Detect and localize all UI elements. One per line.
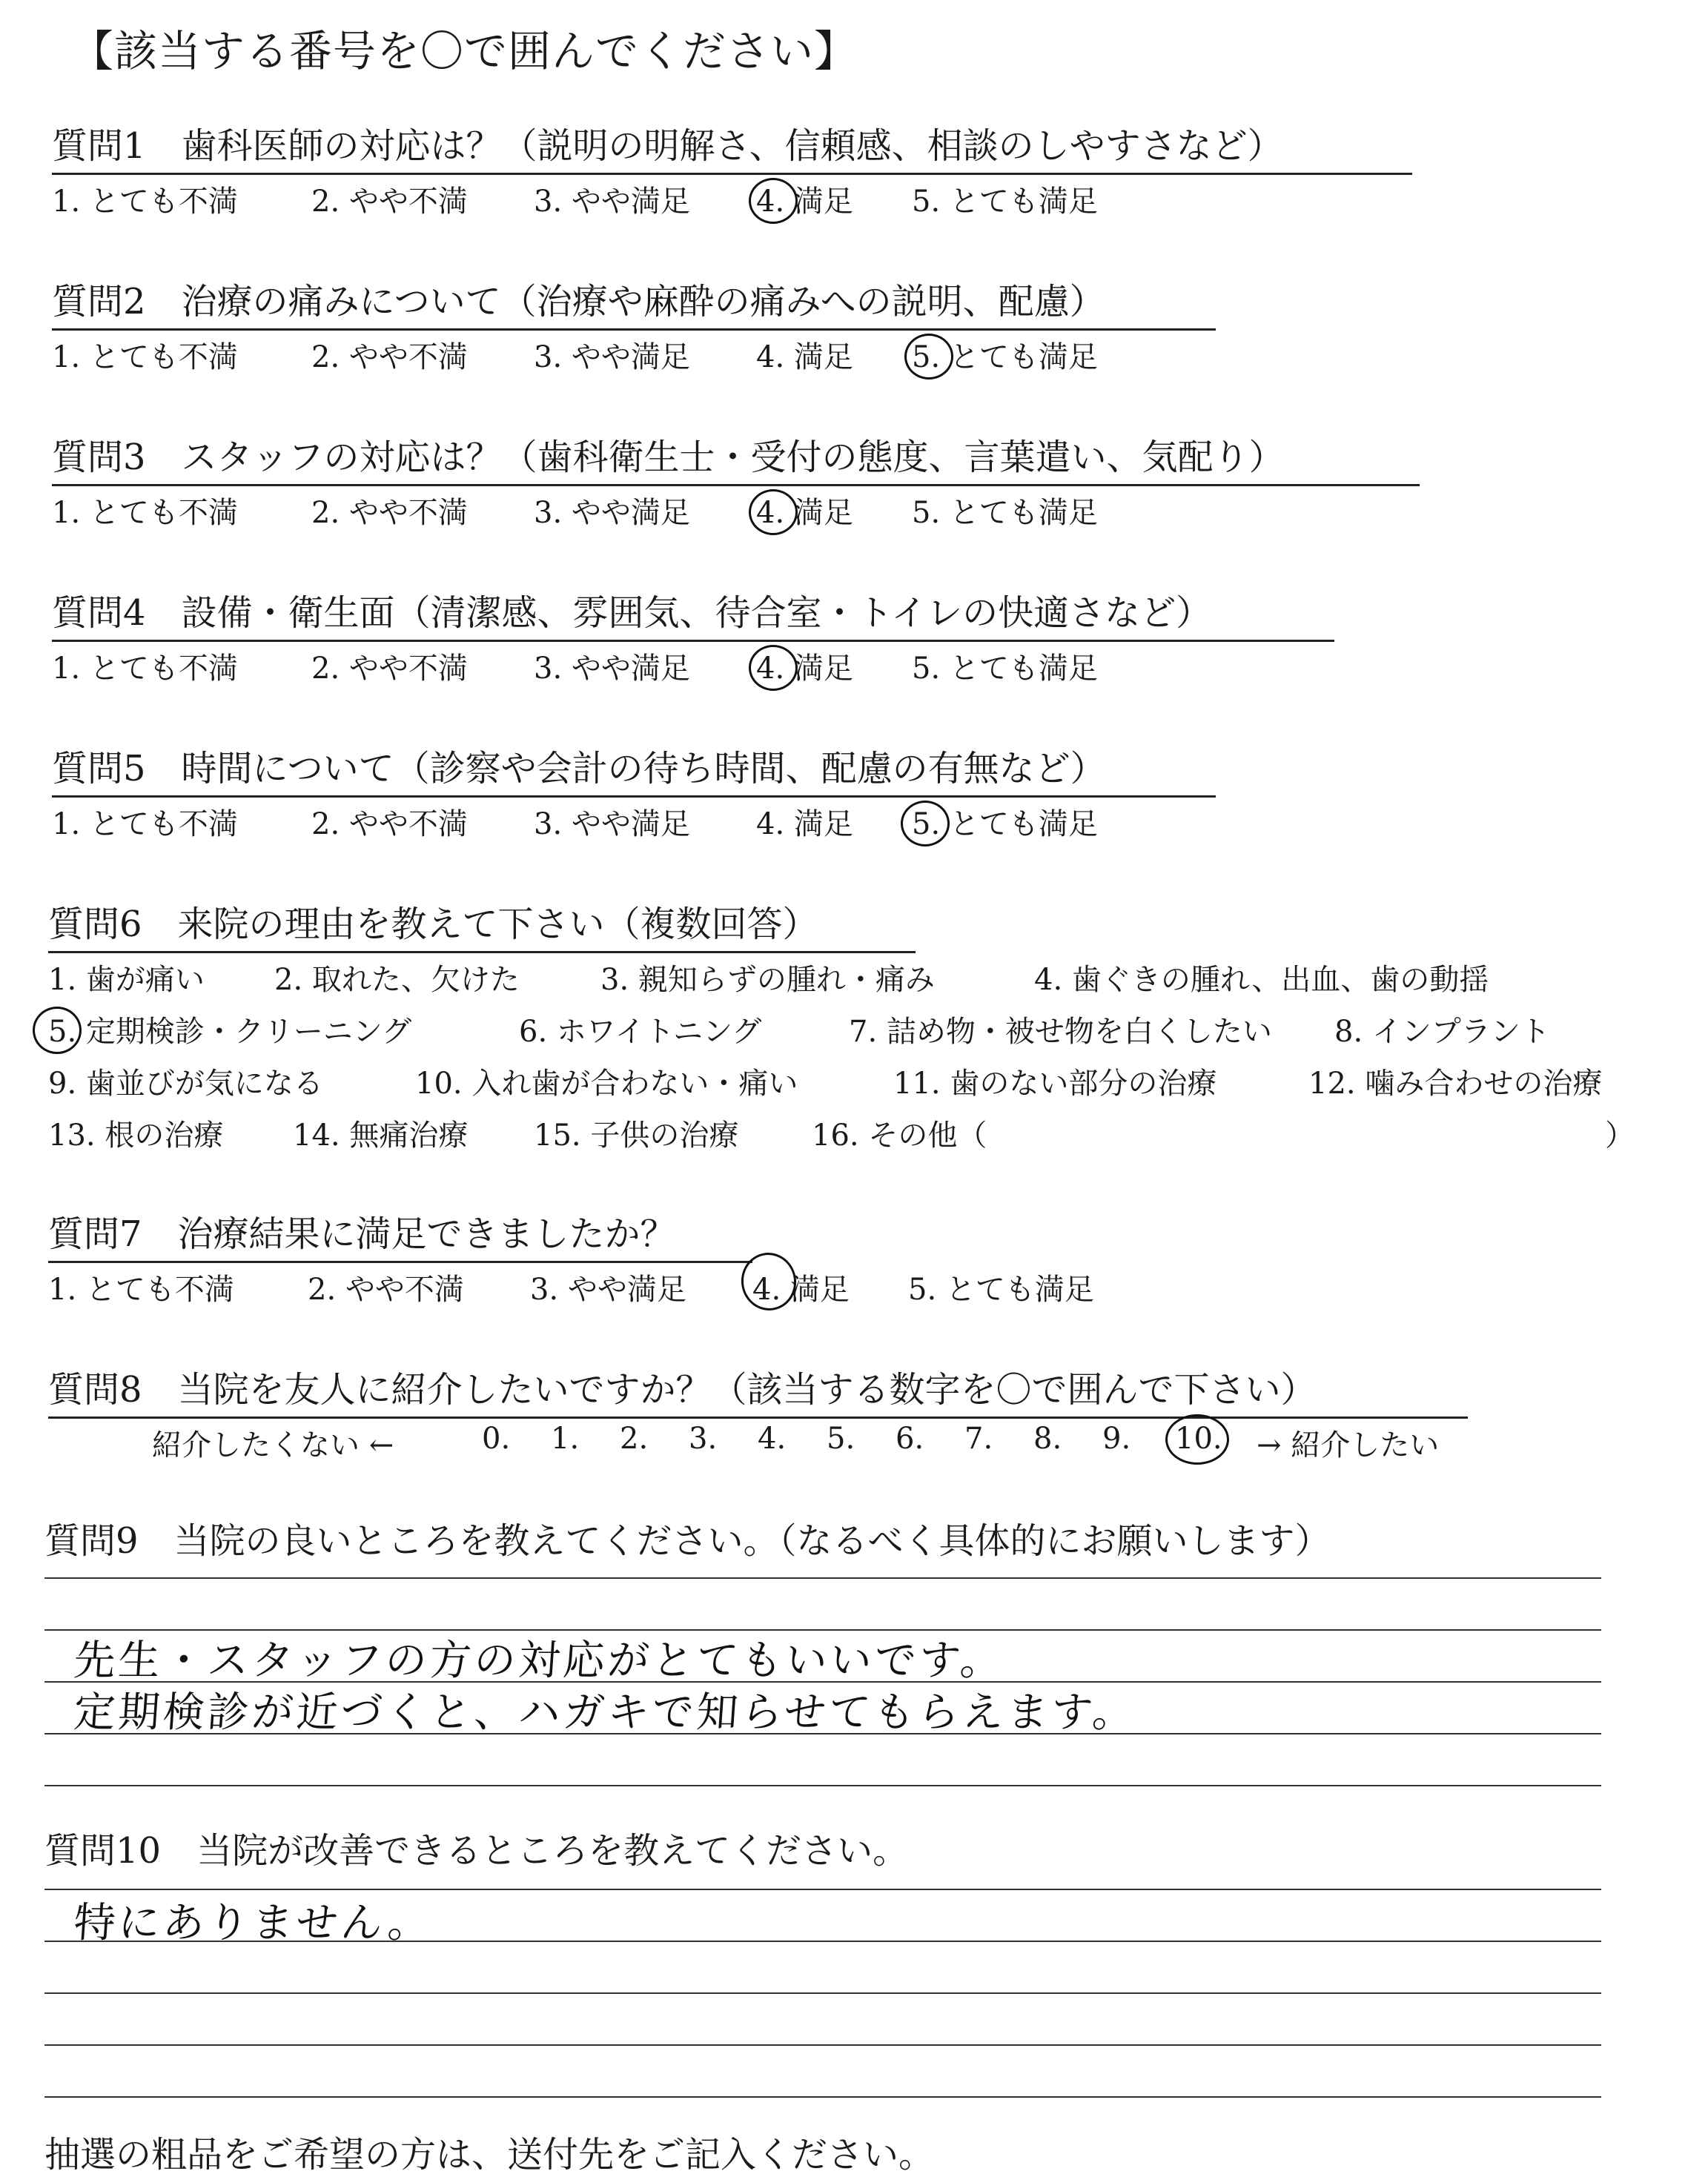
scale-4[interactable]: 4. <box>758 1422 787 1456</box>
question-8-title: 質問8 当院を友人に紹介したいですか？（該当する数字を〇で囲んで下さい） <box>48 1361 1468 1419</box>
option-5[interactable]: 5. とても満足 <box>912 185 1098 219</box>
selection-circle <box>749 178 798 224</box>
q6-option-3[interactable]: 3. 親知らずの腫れ・痛み <box>600 963 935 997</box>
q6-other-close: ） <box>1605 1119 1635 1153</box>
option-2[interactable]: 2. やや不満 <box>311 340 468 374</box>
question-2-title: 質問2 治療の痛みについて（治療や麻酔の痛みへの説明、配慮） <box>52 273 1216 331</box>
q6-option-7[interactable]: 7. 詰め物・被せ物を白くしたい <box>849 1015 1272 1049</box>
option-3[interactable]: 3. やや満足 <box>534 185 690 219</box>
option-2[interactable]: 2. やや不満 <box>311 807 468 841</box>
scale-5[interactable]: 5. <box>827 1422 855 1456</box>
selection-circle <box>1165 1414 1229 1465</box>
answer-line <box>44 1992 1601 1994</box>
q6-option-11[interactable]: 11. 歯のない部分の治療 <box>893 1067 1217 1101</box>
option-4[interactable]: 4. 満足 <box>756 807 853 841</box>
question-6-title: 質問6 来院の理由を教えて下さい（複数回答） <box>48 895 916 953</box>
option-3[interactable]: 3. やや満足 <box>534 807 690 841</box>
scale-9[interactable]: 9. <box>1102 1422 1131 1456</box>
question-9-title: 質問9 当院の良いところを教えてください。（なるべく具体的にお願いします） <box>44 1520 1331 1562</box>
selection-circle <box>901 801 950 846</box>
q6-option-14[interactable]: 14. 無痛治療 <box>293 1119 469 1153</box>
scale-left-label: 紹介したくない ← <box>152 1428 394 1462</box>
answer-line <box>44 1577 1601 1579</box>
option-1[interactable]: 1. とても不満 <box>52 807 238 841</box>
q6-option-15[interactable]: 15. 子供の治療 <box>534 1119 739 1153</box>
footer-note: 抽選の粗品をご希望の方は、送付先をご記入ください。 <box>44 2134 935 2176</box>
q6-option-13[interactable]: 13. 根の治療 <box>48 1119 224 1153</box>
question-4-title: 質問4 設備・衛生面（清潔感、雰囲気、待合室・トイレの快適さなど） <box>52 584 1334 642</box>
scale-3[interactable]: 3. <box>689 1422 718 1456</box>
option-5[interactable]: 5. とても満足 <box>912 807 1098 841</box>
scale-0[interactable]: 0. <box>482 1422 511 1456</box>
option-3[interactable]: 3. やや満足 <box>530 1273 686 1307</box>
option-5[interactable]: 5. とても満足 <box>912 652 1098 686</box>
q6-option-16[interactable]: 16. その他（ <box>812 1119 987 1153</box>
selection-circle <box>33 1007 82 1054</box>
option-1[interactable]: 1. とても不満 <box>52 652 238 686</box>
option-2[interactable]: 2. やや不満 <box>311 496 468 530</box>
scale-8[interactable]: 8. <box>1033 1422 1062 1456</box>
q6-option-8[interactable]: 8. インプラント <box>1334 1015 1550 1049</box>
q6-option-2[interactable]: 2. 取れた、欠けた <box>274 963 520 997</box>
option-3[interactable]: 3. やや満足 <box>534 340 690 374</box>
question-3-title: 質問3 スタッフの対応は？（歯科衛生士・受付の態度、言葉遣い、気配り） <box>52 428 1420 486</box>
option-4[interactable]: 4. 満足 <box>756 652 853 686</box>
scale-6[interactable]: 6. <box>896 1422 924 1456</box>
scale-right-label: → 紹介したい <box>1257 1428 1440 1462</box>
option-5[interactable]: 5. とても満足 <box>912 496 1098 530</box>
q6-option-10[interactable]: 10. 入れ歯が合わない・痛い <box>415 1067 798 1101</box>
option-1[interactable]: 1. とても不満 <box>48 1273 234 1307</box>
option-4[interactable]: 4. 満足 <box>752 1273 850 1307</box>
handwritten-answer-line-2: 定期検診が近づくと、ハガキで知らせてもらえます。 <box>72 1689 1139 1737</box>
handwritten-answer-line-1: 特にありません。 <box>72 1899 434 1947</box>
q6-option-1[interactable]: 1. 歯が痛い <box>48 963 205 997</box>
answer-line <box>44 2096 1601 2098</box>
q8-scale <box>0 1422 1708 1462</box>
option-3[interactable]: 3. やや満足 <box>534 652 690 686</box>
question-5-title: 質問5 時間について（診察や会計の待ち時間、配慮の有無など） <box>52 740 1216 798</box>
option-2[interactable]: 2. やや不満 <box>311 185 468 219</box>
option-5[interactable]: 5. とても満足 <box>908 1273 1094 1307</box>
q6-option-6[interactable]: 6. ホワイトニング <box>519 1015 762 1049</box>
question-7-title: 質問7 治療結果に満足できましたか？ <box>48 1205 752 1263</box>
scale-7[interactable]: 7. <box>964 1422 993 1456</box>
answer-line <box>44 1785 1601 1786</box>
option-2[interactable]: 2. やや不満 <box>308 1273 464 1307</box>
scale-10[interactable]: 10. <box>1175 1422 1222 1456</box>
option-5[interactable]: 5. とても満足 <box>912 340 1098 374</box>
option-1[interactable]: 1. とても不満 <box>52 496 238 530</box>
option-4[interactable]: 4. 満足 <box>756 496 853 530</box>
page-header: 【該当する番号を〇で囲んでください】 <box>70 26 858 76</box>
question-10-title: 質問10 当院が改善できるところを教えてください。 <box>44 1830 909 1872</box>
q6-option-5[interactable]: 5. 定期検診・クリーニング <box>48 1015 412 1049</box>
option-1[interactable]: 1. とても不満 <box>52 340 238 374</box>
option-4[interactable]: 4. 満足 <box>756 340 853 374</box>
option-2[interactable]: 2. やや不満 <box>311 652 468 686</box>
option-4[interactable]: 4. 満足 <box>756 185 853 219</box>
option-3[interactable]: 3. やや満足 <box>534 496 690 530</box>
q6-option-12[interactable]: 12. 噛み合わせの治療 <box>1308 1067 1603 1101</box>
question-1-title: 質問1 歯科医師の対応は？（説明の明解さ、信頼感、相談のしやすさなど） <box>52 117 1412 175</box>
selection-circle <box>749 645 798 691</box>
selection-circle <box>904 334 953 380</box>
q6-option-9[interactable]: 9. 歯並びが気になる <box>48 1067 323 1101</box>
selection-circle <box>749 489 798 535</box>
q6-option-4[interactable]: 4. 歯ぐきの腫れ、出血、歯の動揺 <box>1034 963 1489 997</box>
answer-line <box>44 2044 1601 2046</box>
scale-2[interactable]: 2. <box>620 1422 649 1456</box>
option-1[interactable]: 1. とても不満 <box>52 185 238 219</box>
scale-1[interactable]: 1. <box>551 1422 580 1456</box>
handwritten-answer-line-1: 先生・スタッフの方の対応がとてもいいです。 <box>72 1637 1007 1685</box>
